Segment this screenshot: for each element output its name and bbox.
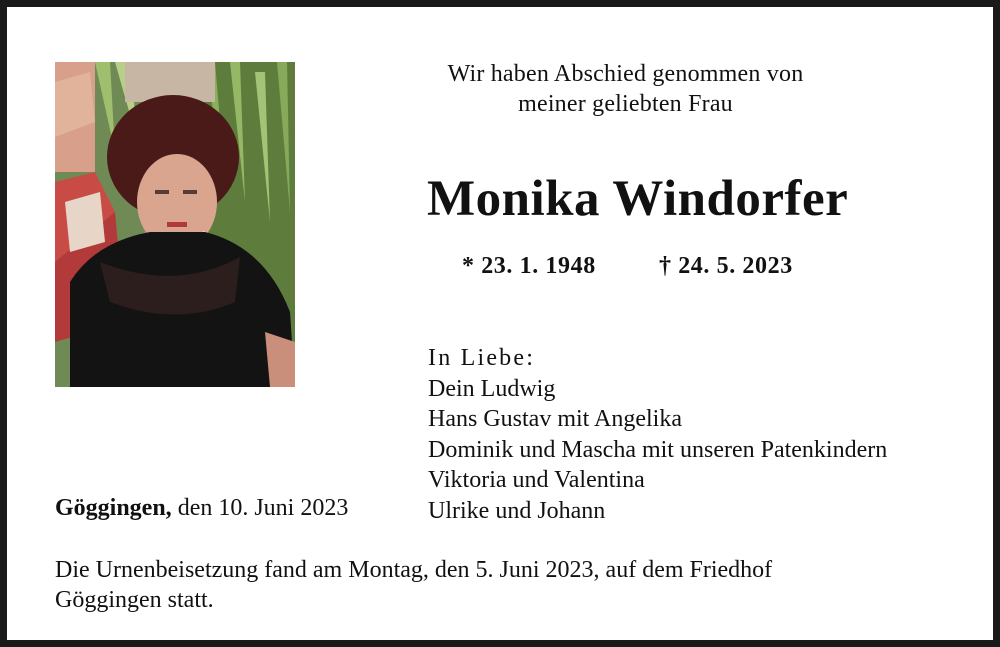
place-and-date [55,495,348,522]
mourner-line: Viktoria und Valentina [428,467,645,493]
burial-line-1: Die Urnenbeisetzung fand am Montag, den 5. Juni 2023, auf dem Friedhof [55,557,773,583]
mourners-list [428,343,887,526]
death-date: † 24. 5. 2023 [659,253,793,279]
mourner-line: Dein Ludwig [428,375,556,402]
mourner-line: Dominik und Mascha mit unseren Patenkindern [428,436,888,463]
birth-date: * 23. 1. 1948 [462,253,596,279]
intro-line-1: Wir haben Abschied genommen von [447,61,804,87]
burial-notice [55,555,915,615]
deceased-name: Monika Windorfer [427,171,849,227]
place-name: Göggingen, [55,495,172,521]
burial-line-2: Göggingen statt. [55,587,214,613]
mourner-line: Ulrike und Johann [428,497,606,524]
intro-text [402,59,849,119]
portrait-photo [55,62,295,387]
mourner-line: Hans Gustav mit Angelika [428,406,682,432]
life-dates [462,253,793,280]
intro-line-2: meiner geliebten Frau [518,91,733,117]
notice-date: den 10. Juni 2023 [177,495,349,521]
mourners-intro: In Liebe: [428,345,536,371]
